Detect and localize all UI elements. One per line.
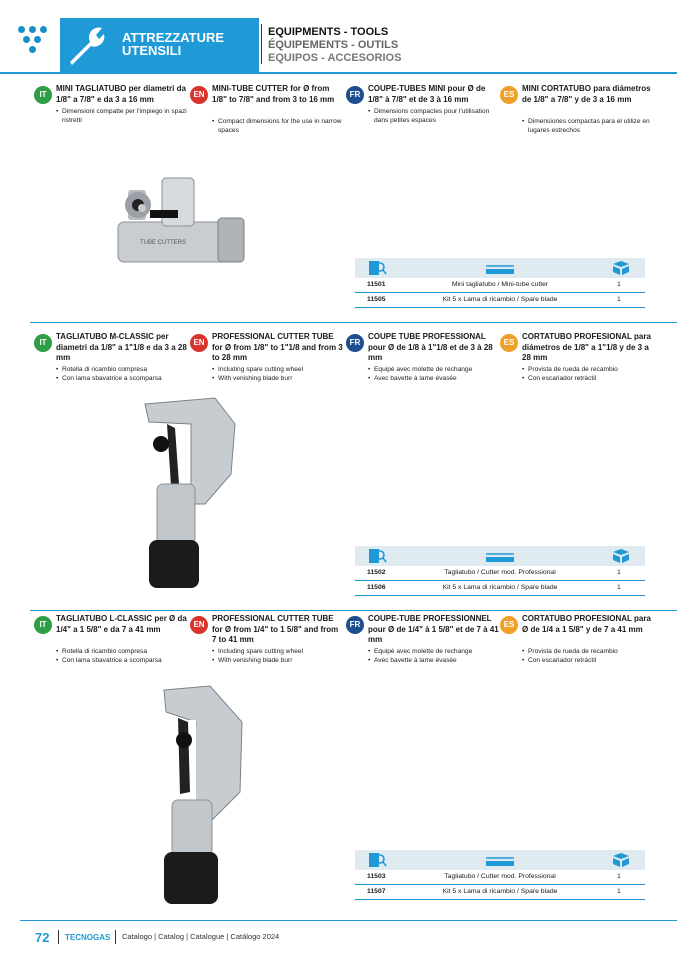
brand-dots-icon: [16, 24, 50, 58]
product-title-it: MINI TAGLIATUBO per diametri da 1/8" a 7/8" e da 3 a 16 mm: [56, 84, 186, 104]
feature-list-fr: [368, 365, 500, 383]
feature-item: • Con escariador retráctil: [522, 656, 654, 665]
product-title-es: CORTATUBO PROFESIONAL para diámetros de 1/8" a 1"1/8 y de 3 a 28 mm: [522, 332, 651, 362]
item-code: 11506: [367, 584, 386, 591]
item-description: Kit 5 x Lama di ricambio / Spare blade: [442, 584, 558, 591]
product-section-mini: [0, 84, 677, 324]
feature-list-en: [212, 647, 344, 665]
page-header: [0, 0, 677, 72]
feature-list-es: [522, 117, 654, 135]
table-header-icons: [355, 850, 645, 870]
item-description: Kit 5 x Lama di ricambio / Spare blade: [442, 296, 558, 303]
header-fr: ÉQUIPEMENTS - OUTILS: [268, 39, 399, 51]
product-photo: [100, 172, 260, 287]
feature-list-en: [212, 365, 344, 383]
product-section-l-classic: [0, 614, 677, 914]
catalog-label: Catalogo | Catalog | Catalogue | Catálogo 2024: [122, 932, 280, 941]
lang-badge-it: IT: [34, 334, 52, 352]
table-row: [355, 278, 645, 293]
lang-badge-fr: FR: [346, 334, 364, 352]
item-quantity: 1: [617, 888, 621, 895]
item-code: 11502: [367, 569, 386, 576]
lang-badge-fr: FR: [346, 86, 364, 104]
lang-badge-en: EN: [190, 86, 208, 104]
feature-item: • Provista de rueda de recambio: [522, 647, 654, 656]
item-code: 11503: [367, 873, 386, 880]
category-title: ATTREZZATURE UTENSILI: [122, 30, 225, 58]
feature-item: • Con lama sbavatrice a scomparsa: [56, 374, 188, 383]
product-title-fr: COUPE TUBE PROFESSIONAL pour Ø de 1/8 à 1"1/8 et de 3 à 28 mm: [368, 332, 493, 362]
feature-item: • Con lama sbavatrice a scomparsa: [56, 656, 188, 665]
item-code: 11507: [367, 888, 386, 895]
feature-item: • Provista de rueda de recambio: [522, 365, 654, 374]
table-row: [355, 885, 645, 900]
item-quantity: 1: [617, 569, 621, 576]
lang-badge-es: ES: [500, 86, 518, 104]
table-row: [355, 581, 645, 596]
lang-badge-fr: FR: [346, 616, 364, 634]
item-description: Tagliatubo / Cutter mod. Professional: [444, 569, 556, 576]
lang-badge-it: IT: [34, 616, 52, 634]
page-number: 72: [35, 930, 50, 945]
product-table: [355, 258, 645, 308]
item-description: Kit 5 x Lama di ricambio / Spare blade: [442, 888, 558, 895]
feature-item: • Dimensiones compactas para el utilize en lugares estrechos: [522, 117, 654, 135]
product-title-es: CORTATUBO PROFESIONAL para Ø de 1/4 a 1 5/8" y de 7 a 41 mm: [522, 614, 651, 634]
feature-item: • Dimensions compactes pour l'utilisation dans petites espaces: [368, 107, 500, 125]
feature-list-es: [522, 365, 654, 383]
feature-list-fr: [368, 107, 500, 125]
category-banner: [60, 18, 259, 72]
feature-item: • Rotella di ricambio compresa: [56, 365, 188, 374]
feature-list-it: [56, 365, 188, 383]
feature-list-fr: [368, 647, 500, 665]
photo-engraving: TUBE CUTTERS: [140, 240, 187, 246]
table-header-icons: [355, 258, 645, 278]
feature-item: • Compact dimensions for the use in narrow spaces: [212, 117, 344, 135]
product-title-it: TAGLIATUBO M-CLASSIC per diametri da 1/8" a 1"1/8 e da 3 a 28 mm: [56, 332, 187, 362]
item-code: 11505: [367, 296, 386, 303]
header-es: EQUIPOS - ACCESORIOS: [268, 52, 402, 64]
lang-badge-en: EN: [190, 334, 208, 352]
feature-item: • With venishing blade burr: [212, 656, 344, 665]
item-description: Tagliatubo / Cutter mod. Professional: [444, 873, 556, 880]
item-code: 11501: [367, 281, 386, 288]
product-section-m-classic: [0, 332, 677, 612]
product-table: [355, 546, 645, 596]
wrench-icon: [60, 18, 116, 72]
feature-item: • Avec bavette à lame évasée: [368, 374, 500, 383]
brand-name: TECNOGAS: [65, 933, 111, 942]
product-title-it: TAGLIATUBO L-CLASSIC per Ø da 1/4" a 1 5/8" e da 7 a 41 mm: [56, 614, 187, 634]
item-quantity: 1: [617, 873, 621, 880]
lang-badge-es: ES: [500, 616, 518, 634]
item-quantity: 1: [617, 296, 621, 303]
feature-item: • Equipè avec molette de rechange: [368, 365, 500, 374]
item-quantity: 1: [617, 584, 621, 591]
feature-item: • Including spare cutting wheel: [212, 647, 344, 656]
table-row: [355, 870, 645, 885]
lang-badge-en: EN: [190, 616, 208, 634]
feature-list-en: [212, 117, 344, 135]
product-title-fr: COUPE-TUBE PROFESSIONNEL pour Ø de 1/4" à 1 5/8" et de 7 à 41 mm: [368, 614, 499, 644]
product-table: [355, 850, 645, 900]
feature-item: • Dimensioni compatte per l'impiego in spazi ristretti: [56, 107, 188, 125]
product-photo: [150, 682, 260, 912]
feature-item: • Rotella di ricambio compresa: [56, 647, 188, 656]
product-title-en: PROFESSIONAL CUTTER TUBE for Ø from 1/8" to 1"1/8 and from 3 to 28 mm: [212, 332, 343, 362]
product-title-en: PROFESSIONAL CUTTER TUBE for Ø from 1/4" to 1 5/8" and from 7 to 41 mm: [212, 614, 339, 644]
product-photo: [135, 394, 245, 599]
feature-item: • With venishing blade burr: [212, 374, 344, 383]
item-description: Mini tagliatubo / Mini-tube cutter: [451, 281, 549, 288]
feature-list-es: [522, 647, 654, 665]
table-header-icons: [355, 546, 645, 566]
feature-list-it: [56, 107, 188, 125]
item-quantity: 1: [617, 281, 621, 288]
section-divider: [30, 610, 677, 611]
product-title-es: MINI CORTATUBO para diámetros de 1/8" a 7/8" y de 3 a 16 mm: [522, 84, 651, 104]
header-en: EQUIPMENTS - TOOLS: [268, 26, 389, 38]
table-row: [355, 293, 645, 308]
feature-list-it: [56, 647, 188, 665]
feature-item: • Equipè avec molette de rechange: [368, 647, 500, 656]
product-title-en: MINI-TUBE CUTTER for Ø from 1/8" to 7/8" and from 3 to 16 mm: [212, 84, 335, 104]
product-title-fr: COUPE-TUBES MINI pour Ø de 1/8" à 7/8" et de 3 à 16 mm: [368, 84, 486, 104]
feature-item: • Including spare cutting wheel: [212, 365, 344, 374]
section-divider: [30, 322, 677, 323]
feature-item: • Con escariador retráctil: [522, 374, 654, 383]
lang-badge-es: ES: [500, 334, 518, 352]
lang-badge-it: IT: [34, 86, 52, 104]
feature-item: • Avec bavette à lame évasée: [368, 656, 500, 665]
table-row: [355, 566, 645, 581]
